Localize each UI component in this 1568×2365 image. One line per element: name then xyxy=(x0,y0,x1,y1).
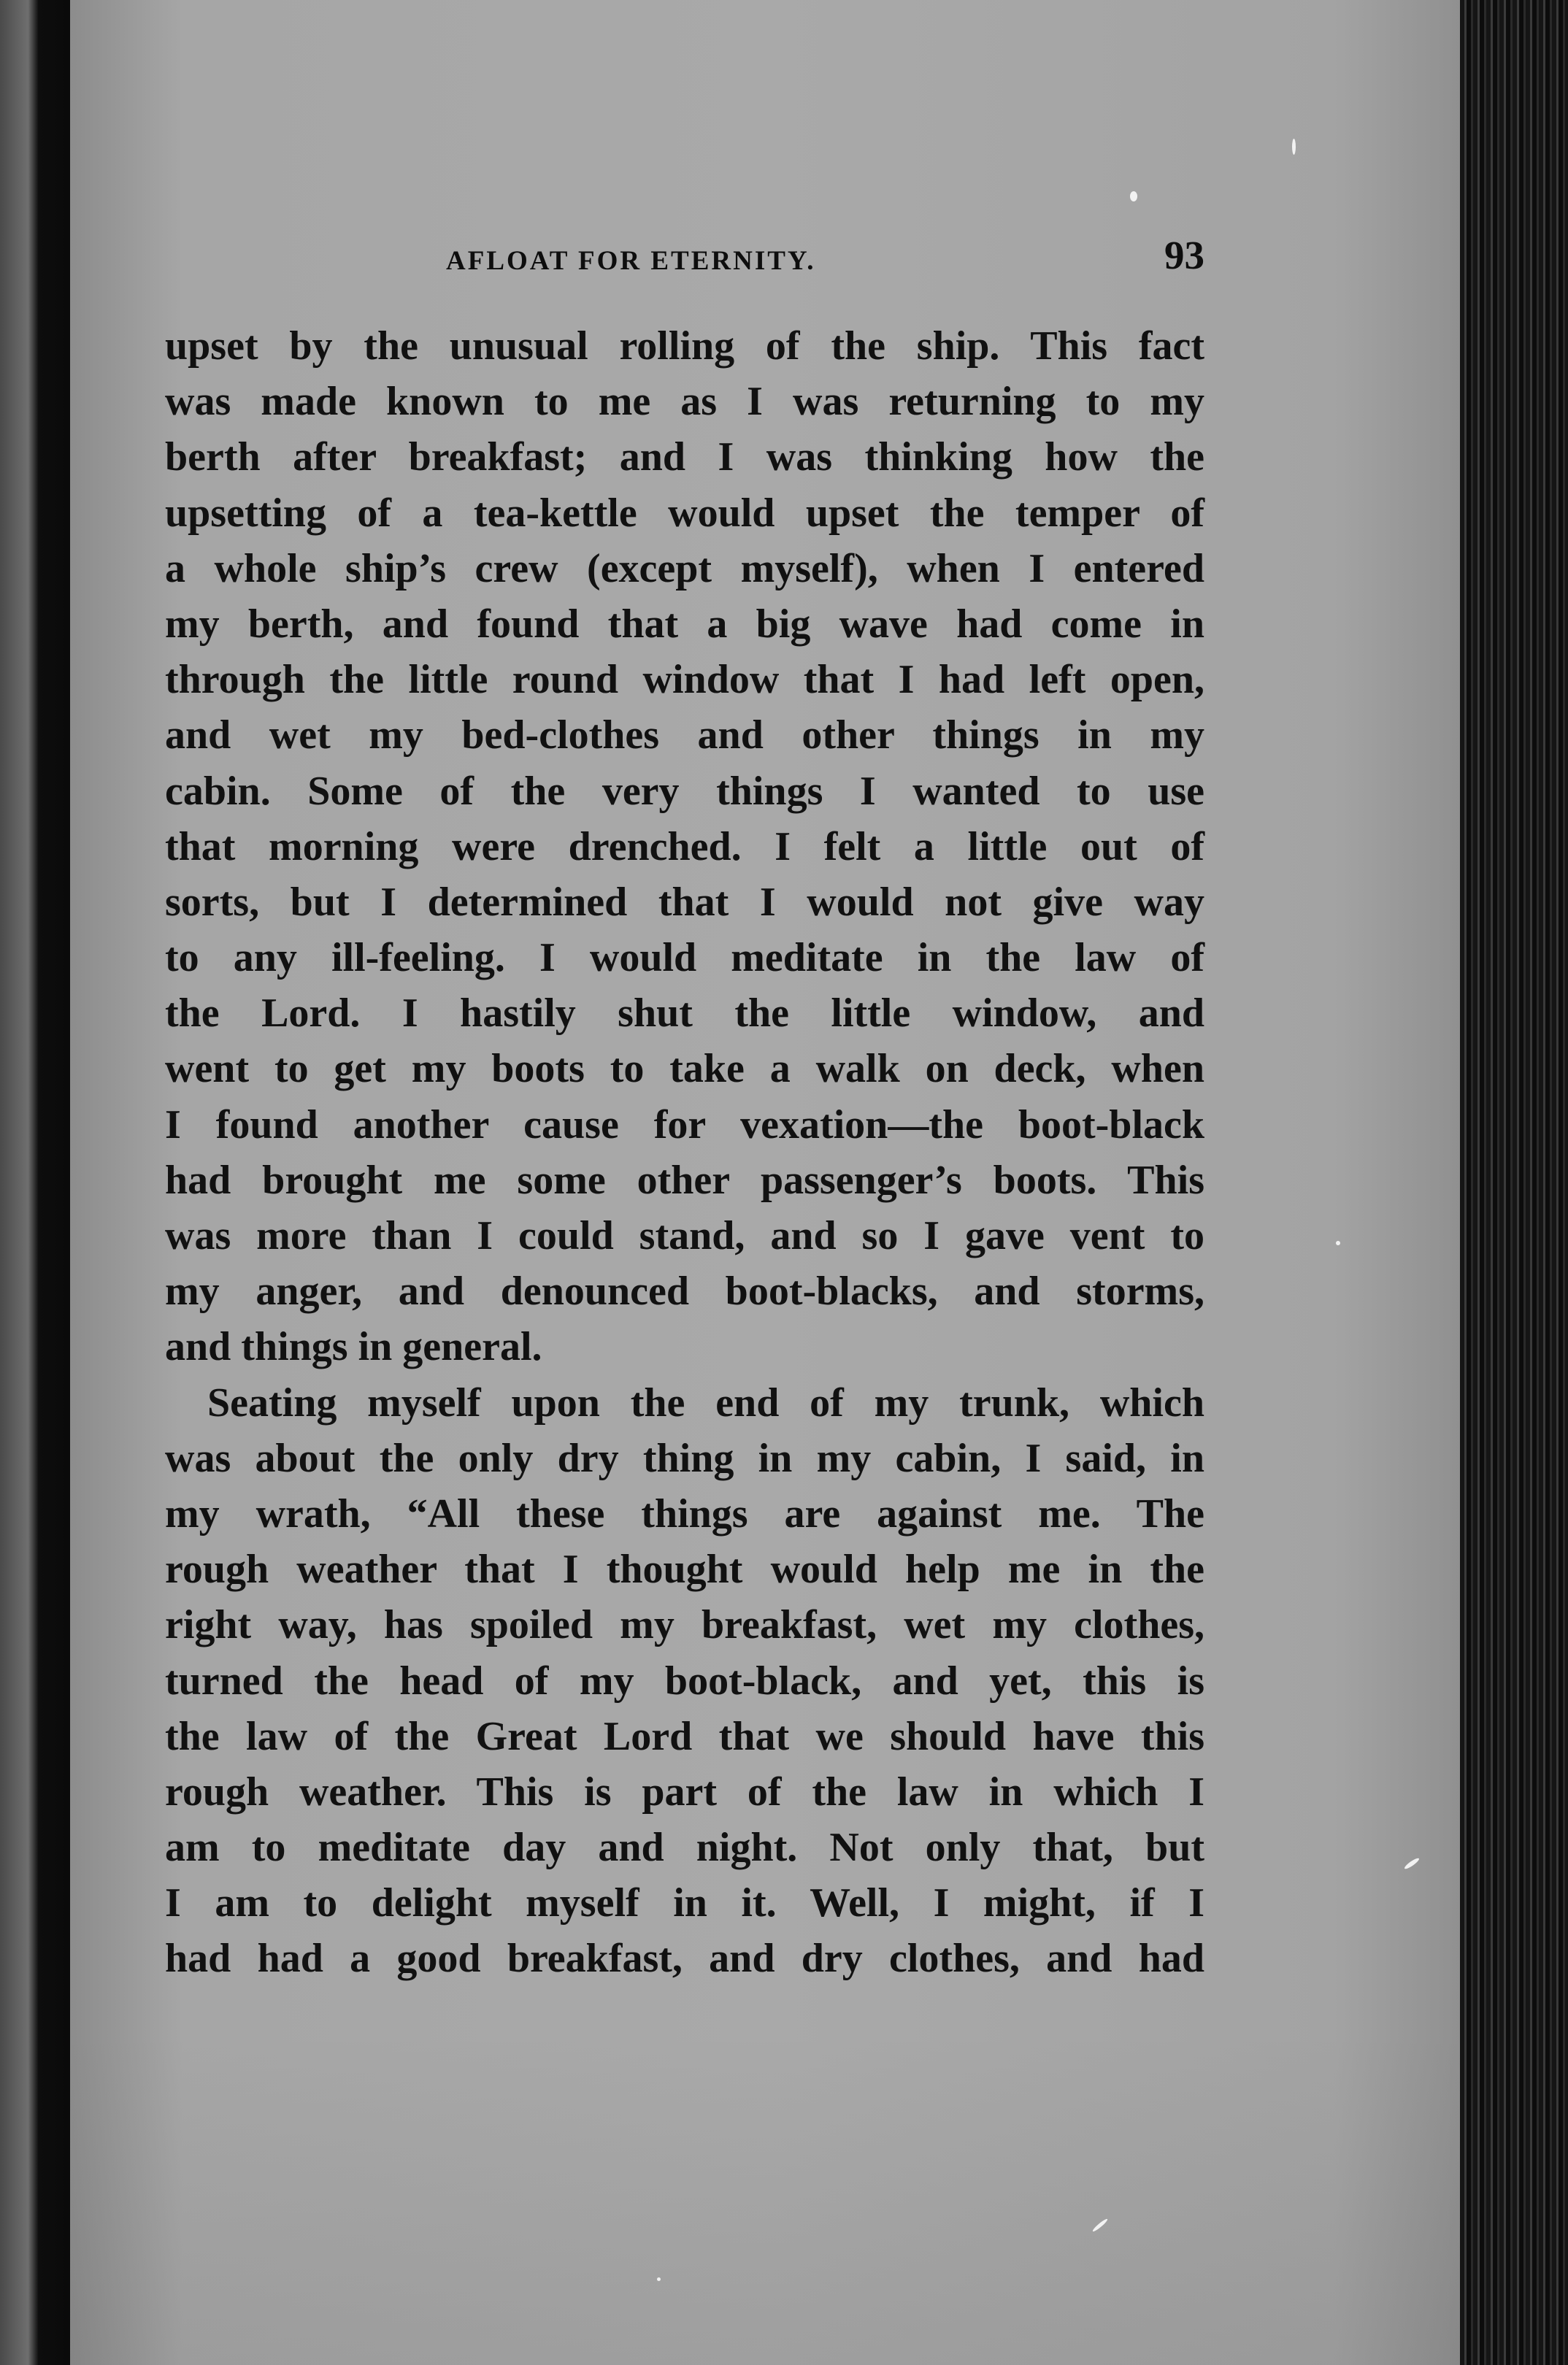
text-line: my berth, and found that a big wave had come in xyxy=(165,601,1204,647)
text-line: a whole ship’s crew (except myself), when I entered xyxy=(165,545,1204,591)
text-line: rough weather that I thought would help me in the xyxy=(165,1547,1204,1593)
text-line: the Lord. I hastily shut the little window, and xyxy=(165,991,1204,1037)
running-title: AFLOAT FOR ETERNITY. xyxy=(446,246,816,276)
text-line: upsetting of a tea-kettle would upset the temper of xyxy=(165,490,1204,536)
text-line: I found another cause for vexation—the boot-black xyxy=(165,1101,1204,1147)
text-line: was more than I could stand, and so I gave vent to xyxy=(165,1213,1204,1258)
page-number: 93 xyxy=(1164,233,1204,277)
dust-speck xyxy=(1336,1241,1340,1245)
text-line: I am to delight myself in it. Well, I might, if I xyxy=(165,1880,1204,1926)
text-line: my anger, and denounced boot-blacks, and storms, xyxy=(165,1269,1204,1315)
text-line: went to get my boots to take a walk on deck, when xyxy=(165,1046,1204,1092)
text-line: to any ill-feeling. I would meditate in the law of xyxy=(165,935,1204,981)
text-line: cabin. Some of the very things I wanted to use xyxy=(165,768,1204,814)
text-line: was made known to me as I was returning to my xyxy=(165,379,1204,425)
page-stack-edge xyxy=(1460,0,1568,2365)
dust-speck xyxy=(657,2277,661,2281)
text-line: the law of the Great Lord that we should have this xyxy=(165,1713,1204,1759)
text-line: was about the only dry thing in my cabin, I said, in xyxy=(165,1435,1204,1481)
paper-shading xyxy=(70,2029,1460,2365)
text-line: had had a good breakfast, and dry clothes, and had xyxy=(165,1936,1204,1982)
text-line: rough weather. This is part of the law in which I xyxy=(165,1769,1204,1815)
text-line: sorts, but I determined that I would not give way xyxy=(165,879,1204,925)
dust-speck xyxy=(1292,139,1296,155)
text-line: turned the head of my boot-black, and yet, this is xyxy=(165,1658,1204,1704)
text-line: am to meditate day and night. Not only that, but xyxy=(165,1825,1204,1871)
book-spine-shadow xyxy=(0,0,70,2365)
text-line: and things in general. xyxy=(165,1324,542,1370)
text-line: upset by the unusual rolling of the ship. This fact xyxy=(165,323,1204,369)
body-text xyxy=(165,318,1204,1987)
dust-speck xyxy=(1130,191,1137,201)
text-line: through the little round window that I had left open, xyxy=(165,657,1204,703)
text-line: berth after breakfast; and I was thinking how the xyxy=(165,434,1204,480)
page-header xyxy=(165,232,1204,291)
text-line: my wrath, “All these things are against me. The xyxy=(165,1491,1204,1537)
text-line: had brought me some other passenger’s boots. This xyxy=(165,1157,1204,1203)
text-line: Seating myself upon the end of my trunk, which xyxy=(207,1380,1204,1426)
text-line: and wet my bed-clothes and other things in my xyxy=(165,712,1204,758)
text-line: right way, has spoiled my breakfast, wet my clothes, xyxy=(165,1602,1204,1648)
text-line: that morning were drenched. I felt a little out of xyxy=(165,823,1204,869)
